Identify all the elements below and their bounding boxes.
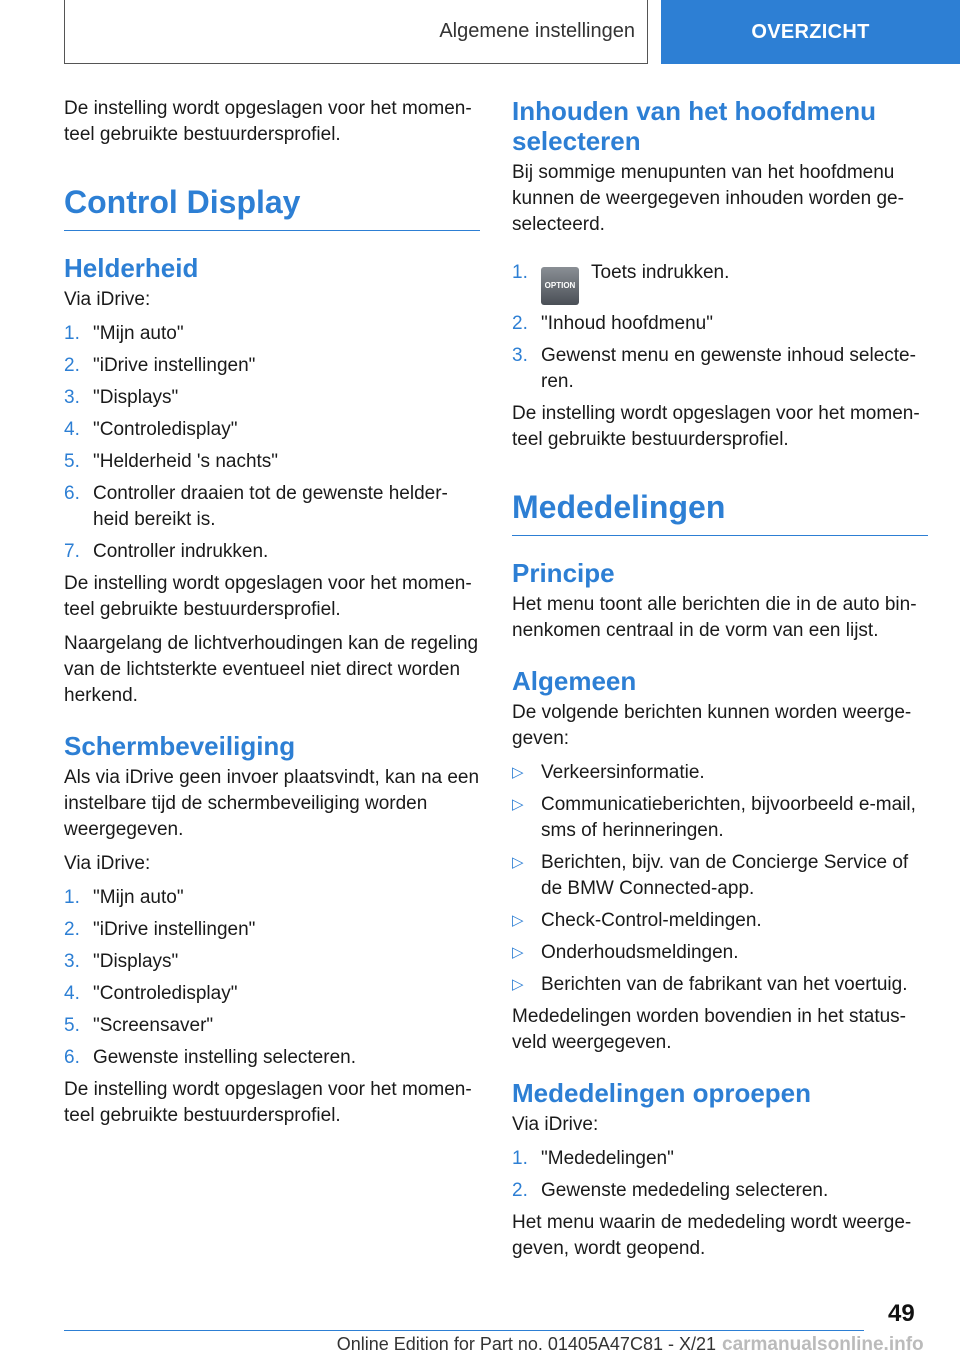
- list-item: 2. "iDrive instellingen": [64, 355, 256, 376]
- list-item: 1. "Mededelingen": [512, 1148, 674, 1169]
- list-item: ▷ Check-Control-meldingen.: [512, 908, 928, 934]
- triangle-bullet-icon: ▷: [512, 976, 524, 993]
- brightness-note1: De instelling wordt opgeslagen voor het momen-teel gebruikte bestuurdersprofiel.: [64, 573, 472, 620]
- brightness-heading: Helderheid: [64, 253, 199, 283]
- list-item: 6. Gewenste instelling selecteren.: [64, 1047, 356, 1068]
- overview-tab[interactable]: [661, 0, 960, 64]
- brightness-steps: [64, 321, 480, 565]
- list-item: 5. "Helderheid 's nachts": [64, 451, 279, 472]
- list-item: 3. "Displays": [64, 951, 179, 972]
- triangle-bullet-icon: ▷: [512, 764, 524, 781]
- left-column: [64, 96, 480, 1137]
- recall-note: Het menu waarin de mededeling wordt weerge-geven, wordt geopend.: [512, 1212, 912, 1259]
- list-item: 3. "Displays": [64, 387, 179, 408]
- principle-desc: Het menu toont alle berichten die in de auto bin-nenkomen centraal in de vorm van een lijst.: [512, 594, 917, 641]
- list-item: 4. "Controledisplay": [64, 419, 238, 440]
- general-desc: De volgende berichten kunnen worden weerge-geven:: [512, 702, 912, 749]
- general-bullets: [512, 760, 928, 998]
- watermark: carmanualsonline.info: [722, 1334, 924, 1355]
- principle-heading: Principe: [512, 558, 615, 588]
- list-item: 7. Controller indrukken.: [64, 541, 269, 562]
- right-column: [512, 96, 928, 1270]
- edition-text: Online Edition for Part no. 01405A47C81 - X/21: [336, 1334, 716, 1354]
- mainmenu-desc: Bij sommige menupunten van het hoofdmenu kunnen de weergegeven inhouden worden ge-selecteerd.: [512, 162, 904, 235]
- footer-divider: [64, 1330, 864, 1331]
- triangle-bullet-icon: ▷: [512, 796, 524, 813]
- section-title: Algemene instellingen: [439, 20, 635, 42]
- brightness-via: Via iDrive:: [64, 289, 151, 310]
- triangle-bullet-icon: ▷: [512, 912, 524, 929]
- mainmenu-note: De instelling wordt opgeslagen voor het momen-teel gebruikte bestuurdersprofiel.: [512, 403, 920, 450]
- triangle-bullet-icon: ▷: [512, 944, 524, 961]
- option-button-icon: OPTION: [541, 267, 579, 305]
- notifications-heading: Mededelingen: [512, 489, 726, 525]
- control-display-heading: Control Display: [64, 184, 301, 220]
- list-item: 1. OPTIONToets indrukken.: [512, 260, 928, 305]
- screensaver-note: De instelling wordt opgeslagen voor het momen-teel gebruikte bestuurdersprofiel.: [64, 1079, 472, 1126]
- list-item: 5. "Screensaver": [64, 1015, 214, 1036]
- recall-heading: Mededelingen oproepen: [512, 1078, 812, 1108]
- overview-label: OVERZICHT: [751, 20, 870, 43]
- general-note: Mededelingen worden bovendien in het status-veld weergegeven.: [512, 1006, 906, 1053]
- control-display-heading-block: [64, 182, 480, 231]
- list-item: 2. "Inhoud hoofdmenu": [512, 313, 713, 334]
- list-item: 6. Controller draaien tot de gewenste helder-heid bereikt is.: [64, 483, 448, 530]
- list-item: ▷ Berichten, bijv. van de Concierge Service of de BMW Connected-app.: [512, 850, 928, 902]
- mainmenu-heading: Inhouden van het hoofdmenu selecteren: [512, 96, 876, 156]
- section-header: [64, 0, 648, 64]
- list-item: 1. "Mijn auto": [64, 323, 184, 344]
- general-heading: Algemeen: [512, 666, 637, 696]
- list-item: ▷ Berichten van de fabrikant van het voertuig.: [512, 972, 928, 998]
- list-item: ▷ Onderhoudsmeldingen.: [512, 940, 928, 966]
- triangle-bullet-icon: ▷: [512, 854, 524, 871]
- screensaver-steps: [64, 885, 480, 1071]
- notifications-heading-block: [512, 487, 928, 536]
- screensaver-heading: Schermbeveiliging: [64, 731, 296, 761]
- screensaver-via: Via iDrive:: [64, 853, 151, 874]
- list-item: 4. "Controledisplay": [64, 983, 238, 1004]
- page-number: 49: [888, 1300, 915, 1327]
- list-item: 1. "Mijn auto": [64, 887, 184, 908]
- intro-text: De instelling wordt opgeslagen voor het momen-teel gebruikte bestuurdersprofiel.: [64, 98, 472, 145]
- recall-via: Via iDrive:: [512, 1114, 599, 1135]
- list-item: 3. Gewenst menu en gewenste inhoud selecte-ren.: [512, 345, 916, 392]
- screensaver-desc: Als via iDrive geen invoer plaatsvindt, kan na een instelbare tijd de schermbeveiliging worden weergegeven.: [64, 767, 480, 840]
- recall-steps: [512, 1146, 928, 1204]
- list-item: ▷ Communicatieberichten, bijvoorbeeld e-mail, sms of herinneringen.: [512, 792, 928, 844]
- list-item: 2. "iDrive instellingen": [64, 919, 256, 940]
- list-item: ▷ Verkeersinformatie.: [512, 760, 928, 786]
- brightness-note2: Naargelang de lichtverhoudingen kan de regeling van de lichtsterkte eventueel niet direct worden herkend.: [64, 633, 479, 706]
- list-item: 2. Gewenste mededeling selecteren.: [512, 1180, 829, 1201]
- mainmenu-steps: [512, 260, 928, 395]
